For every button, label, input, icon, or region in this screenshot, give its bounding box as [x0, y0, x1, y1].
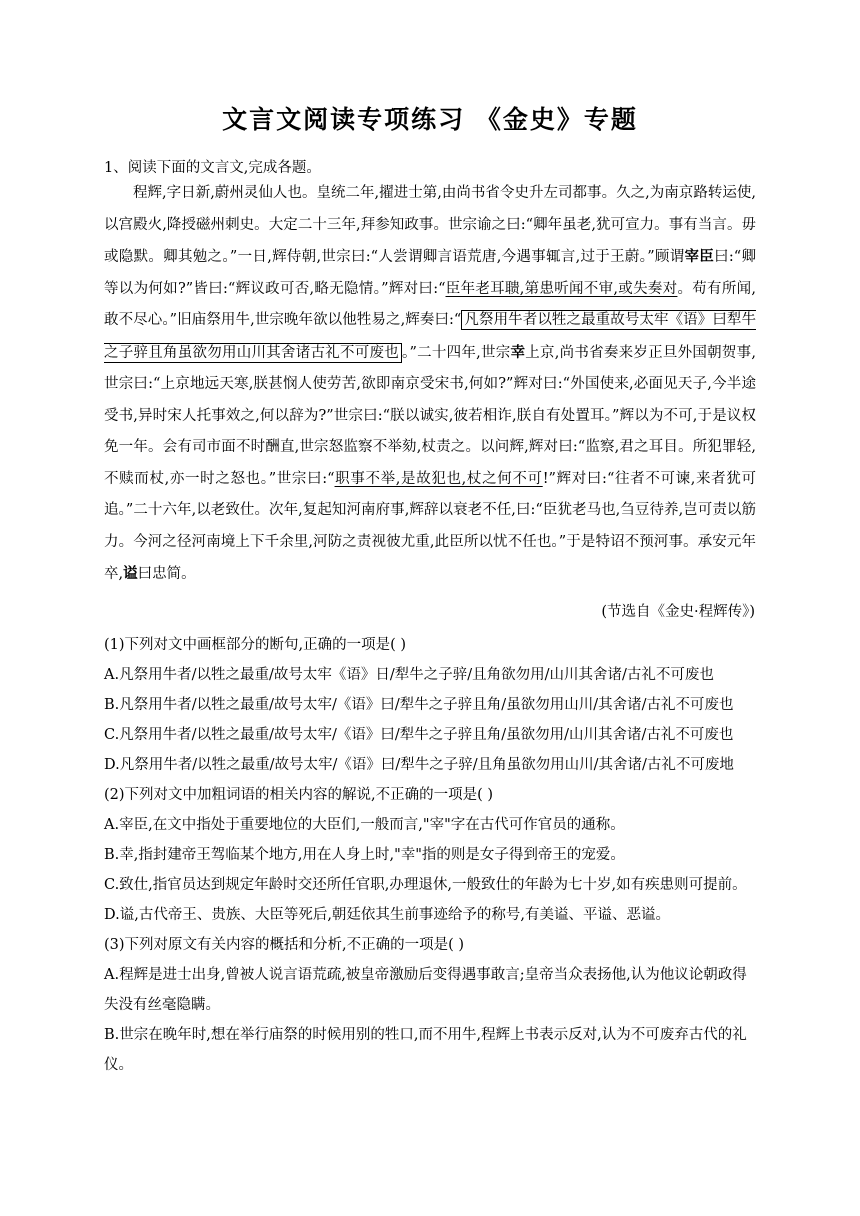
question-2-stem: (2)下列对文中加粗词语的相关内容的解说,不正确的一项是( )	[104, 787, 494, 803]
passage-text: 曰忠简。	[137, 566, 196, 582]
bold-term-xing: 幸	[510, 343, 526, 361]
underlined-sentence-1: 臣年老耳聩,第患听闻不审,或失奏对	[445, 280, 678, 297]
passage-text: !”辉对曰:“往者不可谏,来者犹可追。”二十六年,以老致仕。次年,复起知河南府事,辉辞以衰老不任,曰:“臣犹老马也,刍豆待养,岂可责以筋力。今河之径河南境上下千余里,河防之责视彼尤重,此臣所以忧不任也。”于是特诏不预河事。承安元年卒,	[104, 470, 756, 582]
passage-text: 。”二十四年,世宗	[402, 344, 511, 361]
question-2-option-d: D.谥,古代帝王、贵族、大臣等死后,朝廷依其生前事迹给予的称号,有美谥、平谥、恶谥。	[104, 907, 671, 923]
question-1-option-d: D.凡祭用牛者/以牲之最重/故号太牢/《语》曰/犁牛之子骍/且角虽欲勿用山川/其舍诸/古礼不可废地	[104, 757, 734, 773]
question-1-intro: 1、阅读下面的文言文,完成各题。	[104, 160, 321, 176]
question-1-option-b: B.凡祭用牛者/以牲之最重/故号太牢/《语》曰/犁牛之子骍且角/虽欲勿用山川/其舍诸/古礼不可废也	[104, 697, 734, 713]
question-3-stem: (3)下列对原文有关内容的概括和分析,不正确的一项是( )	[104, 937, 465, 953]
question-2-option-c: C.致仕,指官员达到规定年龄时交还所任官职,办理退休,一般致仕的年龄为七十岁,如有疾患则可提前。	[104, 877, 747, 893]
document-title: 文言文阅读专项练习 《金史》专题	[222, 105, 638, 134]
passage-source: (节选自《金史·程辉传》)	[601, 604, 755, 620]
question-1-option-c: C.凡祭用牛者/以牲之最重/故号太牢/《语》曰/犁牛之子骍且角/虽欲勿用/山川其舍诸/古礼不可废也	[104, 727, 734, 743]
question-3-option-b: B.世宗在晚年时,想在举行庙祭的时候用别的牲口,而不用牛,程辉上书表示反对,认为不可废弃古代的礼仪。	[104, 1027, 747, 1073]
passage-text: 上京,尚书省奏来岁正旦外国朝贺事,世宗曰:“上京地远天寒,朕甚悯人使劳苦,欲即南京受宋书,何如?”辉对曰:“外国使来,必面见天子,今半途受书,异时宋人托事效之,何以辞为?”世宗曰:“朕以诚实,彼若相诈,朕自有处置耳。”辉以为不可,于是议权免一年。会有司市面不时酬直,世宗怒监察不举劾,杖责之。以问辉,辉对曰:“监察,君之耳目。所犯罪轻,不赎而杖,亦一时之怒也。”世宗曰:“	[104, 344, 756, 487]
question-2-option-b: B.幸,指封建帝王驾临某个地方,用在人身上时,"幸"指的则是女子得到帝王的宠爱。	[104, 847, 625, 863]
passage-paragraph	[104, 178, 756, 591]
underlined-sentence-2: 职事不举,是故犯也,杖之何不可	[334, 470, 543, 487]
classical-passage	[104, 178, 756, 591]
bold-term-zaichen: 宰臣	[684, 248, 715, 265]
questions	[104, 630, 756, 1080]
passage-text: 程辉,字日新,蔚州灵仙人也。皇统二年,擢进士第,由尚书省令史升左司都事。久之,为南京路转运使,以宫殿火,降授磁州刺史。大定二十三年,拜参知政事。世宗谕之曰:“卿年虽老,犹可宣力。事有当言。毋或隐默。卿其勉之。”一日,辉侍朝,世宗曰:“人尝谓卿言语荒唐,今遇事辄言,过于王蔚。”顾谓	[104, 185, 756, 265]
question-1-stem: (1)下列对文中画框部分的断句,正确的一项是( )	[104, 637, 407, 653]
question-2-option-a: A.宰臣,在文中指处于重要地位的大臣们,一般而言,"宰"字在古代可作官员的通称。	[104, 817, 625, 833]
question-3-option-a: A.程辉是进士出身,曾被人说言语荒疏,被皇帝激励后变得遇事敢言;皇帝当众表扬他,认为他议论朝政得失没有丝毫隐瞒。	[104, 967, 747, 1013]
passage-text: 。苟有所闻,敢不尽心。”旧庙祭用牛,世宗晚年欲以他牲易之,辉奏曰:“	[104, 280, 757, 328]
question-1-option-a: A.凡祭用牛者/以牲之最重/故号太牢《语》日/犁牛之子骍/且角欲勿用/山川其舍诸/古礼不可废也	[104, 667, 714, 683]
boxed-sentence: 凡祭用牛者以牲之最重故号太牢《语》曰犁牛之子骍且角虽欲勿用山川其舍诸古礼不可废也	[104, 312, 756, 361]
passage-text: 曰:“卿等以为何如?”皆曰:“辉议政可否,略无隐情。”辉对曰:“	[104, 249, 756, 297]
bold-term-shi: 谥	[123, 565, 138, 582]
